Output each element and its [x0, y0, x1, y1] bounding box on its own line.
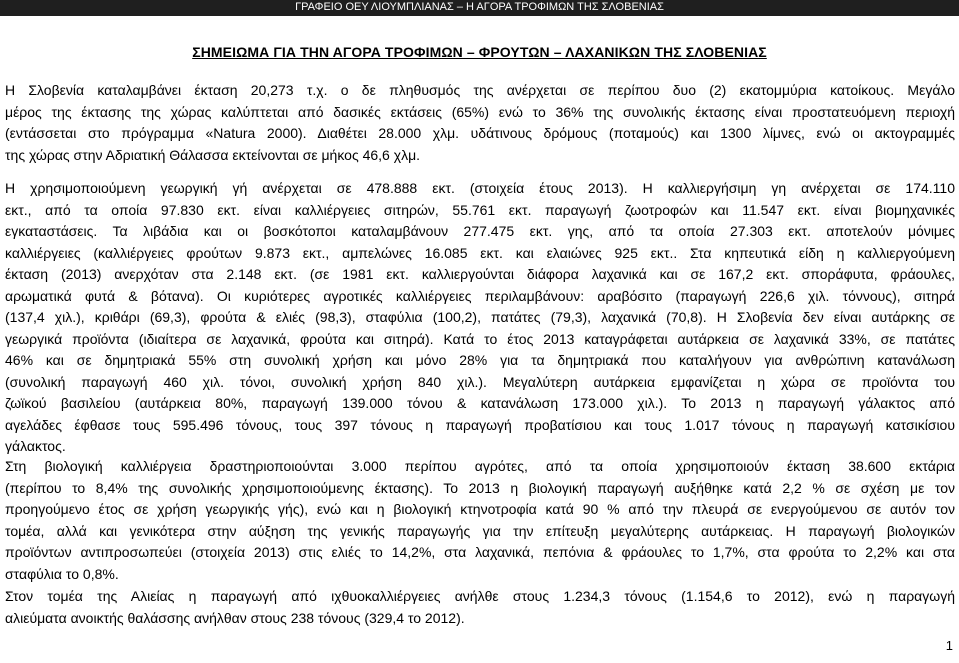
- text-line: (συνολική παραγωγή 460 χιλ. τόνοι, συνολική χρήση 840 χιλ.). Μεγαλύτερη αυτάρκεια εμφανίζεται η χώρα σε προϊόντα του: [5, 373, 955, 390]
- document-header: ΓΡΑΦΕΙΟ ΟΕΥ ΛΙΟΥΜΠΛΙΑΝΑΣ – Η ΑΓΟΡΑ ΤΡΟΦΙΜΩΝ ΤΗΣ ΣΛΟΒΕΝΙΑΣ: [0, 0, 959, 16]
- text-line: (εντάσσεται στο πρόγραμμα «Natura 2000). Διαθέτει 28.000 χλμ. υδάτινους δρόμους (ποταμούς) και 1300 λίμνες, ενώ οι ακτογραμμές: [5, 125, 955, 141]
- page-number: 1: [945, 638, 953, 653]
- text-line: καλλιέργειες (καλλιέργειες φρούτων 9.873 εκτ., αμπελώνες 16.085 εκτ. και ελαιώνες 925 εκτ.. Στα κηπευτικά είδη η καλλιεργούμενη: [5, 244, 955, 261]
- text-line: μέρος της έκτασης της χώρας καλύπτεται από δασικές εκτάσεις (65%) ενώ το 36% της συνολικής έκτασης είναι προστατευόμενη περιοχή: [5, 103, 955, 120]
- text-line: ζωϊκού βασιλείου (αυτάρκεια 80%, παραγωγή 139.000 τόνου & κατανάλωση 173.000 χιλ.). Το 2013 η παραγωγή γάλακτος από: [5, 395, 955, 411]
- text-line: εγκαταστάσεις. Τα λιβάδια και οι βοσκότοποι καταλαμβάνουν 277.475 εκτ. γης, από τα οποία 27.303 εκτ. αποτελούν μόνιμες: [5, 223, 955, 239]
- text-line: αγελάδες έφθασε τους 595.496 τόνους, τους 397 τόνους η παραγωγή προβατίσιου και τους 1.017 τόνους η παραγωγή κατσικίσιου: [5, 416, 955, 433]
- paragraph-organic-farming: [5, 456, 955, 585]
- text-line: (137,4 χιλ.), κριθάρι (69,3), φρούτα & ελιές (98,3), σταφύλια (100,2), πατάτες (79,3), λαχανικά (70,8). Η Σλοβενία δεν είναι αυτάρκης σε: [5, 309, 955, 325]
- text-line: προϊόντων αντιπροσωπεύει (στοιχεία 2013) στις ελιές το 14,2%, στα λαχανικά, πεπόνια & φράουλες το 1,7%, στα φρούτα το 2,2% και στα: [5, 544, 955, 560]
- text-line: προηγούμενο έτος σε χρήση γεωργικής γής), ενώ και η βιολογική κτηνοτροφία κατά 90 % από την πλευρά σε ενεργούμενου σε αυτόν τον: [5, 501, 955, 517]
- text-line: Στη βιολογική καλλιέργεια δραστηριοποιούνται 3.000 περίπου αγρότες, από τα οποία χρησιμοποιούν έκταση 38.600 εκτάρια: [5, 458, 955, 474]
- text-line: (περίπου το 8,4% της συνολικής χρησιμοποιούμενης έκτασης). Το 2013 η βιολογική παραγωγή αυξήθηκε κατά 2,2 % σε σχέση με τον: [5, 479, 955, 496]
- paragraph-geography: [5, 80, 955, 166]
- text-line: 46% και σε δημητριακά 55% στη συνολική χρήση και μόνο 28% για τα δημητριακά που καταλήγουν για ανθρώπινη κατανάλωση: [5, 352, 955, 368]
- text-line: έκταση (2013) ανερχόταν στα 2.148 εκτ. (σε 1981 εκτ. καλλιεργούνται διάφορα λαχανικά και σε 167,2 εκτ. σποράφυτα, φράουλες,: [5, 266, 955, 282]
- text-line: τομέα, αλλά και γενικότερα στην αύξηση της γενικής παραγωγής για την επίτευξη μεγαλύτερης αυτάρκειας. Η παραγωγή βιολογικών: [5, 522, 955, 539]
- text-line: αλιεύματα ανοικτής θαλάσσης ανήλθαν στους 238 τόνους (329,4 το 2012).: [5, 609, 465, 626]
- paragraph-agriculture: [5, 178, 955, 458]
- document-title: ΣΗΜΕΙΩΜΑ ΓΙΑ ΤΗΝ ΑΓΟΡΑ ΤΡΟΦΙΜΩΝ – ΦΡΟΥΤΩΝ – ΛΑΧΑΝΙΚΩΝ ΤΗΣ ΣΛΟΒΕΝΙΑΣ: [192, 44, 767, 60]
- text-line: αρωματικά φυτά & βότανα). Οι κυριότερες αγροτικές καλλιέργειες περιλαμβάνουν: αραβόσιτο (παραγωγή 226,6 χιλ. τόννους), σιτηρά: [5, 287, 955, 304]
- text-line: της χώρας στην Αδριατική Θάλασσα εκτείνονται σε μήκος 46,6 χλμ.: [5, 146, 421, 163]
- paragraph-fisheries: [5, 586, 955, 629]
- text-line: γεωργικά προϊόντα (ιδιαίτερα σε λαχανικά, φρούτα και σιτηρά). Κατά το έτος 2013 καταγράφεται αυτάρκεια σε λαχανικά 33%, σε πατάτες: [5, 330, 955, 347]
- text-line: Η Σλοβενία καταλαμβάνει έκταση 20,273 τ.χ. ο δε πληθυσμός της ανέρχεται σε περίπου δυο (2) εκατομμύρια κατοίκους. Μεγάλο: [5, 82, 955, 98]
- text-line: σταφύλια το 0,8%.: [5, 565, 119, 582]
- text-line: Στον τομέα της Αλιείας η παραγωγή από ιχθυοκαλλιέργειες ανήλθε στους 1.234,3 τόνους (1.154,6 το 2012), ενώ η παραγωγή: [5, 588, 955, 604]
- text-line: εκτ., από τα οποία 97.830 εκτ. είναι καλλιέργειες σιτηρών, 55.761 εκτ. παραγωγή ζωοτροφών και 11.547 εκτ. είναι βιομηχανικές: [5, 201, 955, 218]
- text-line: γάλακτος.: [5, 438, 66, 454]
- text-line: Η χρησιμοποιούμενη γεωργική γή ανέρχεται σε 478.888 εκτ. (στοιχεία έτους 2013). Η καλλιεργήσιμη γη ανέρχεται σε 174.110: [5, 180, 955, 196]
